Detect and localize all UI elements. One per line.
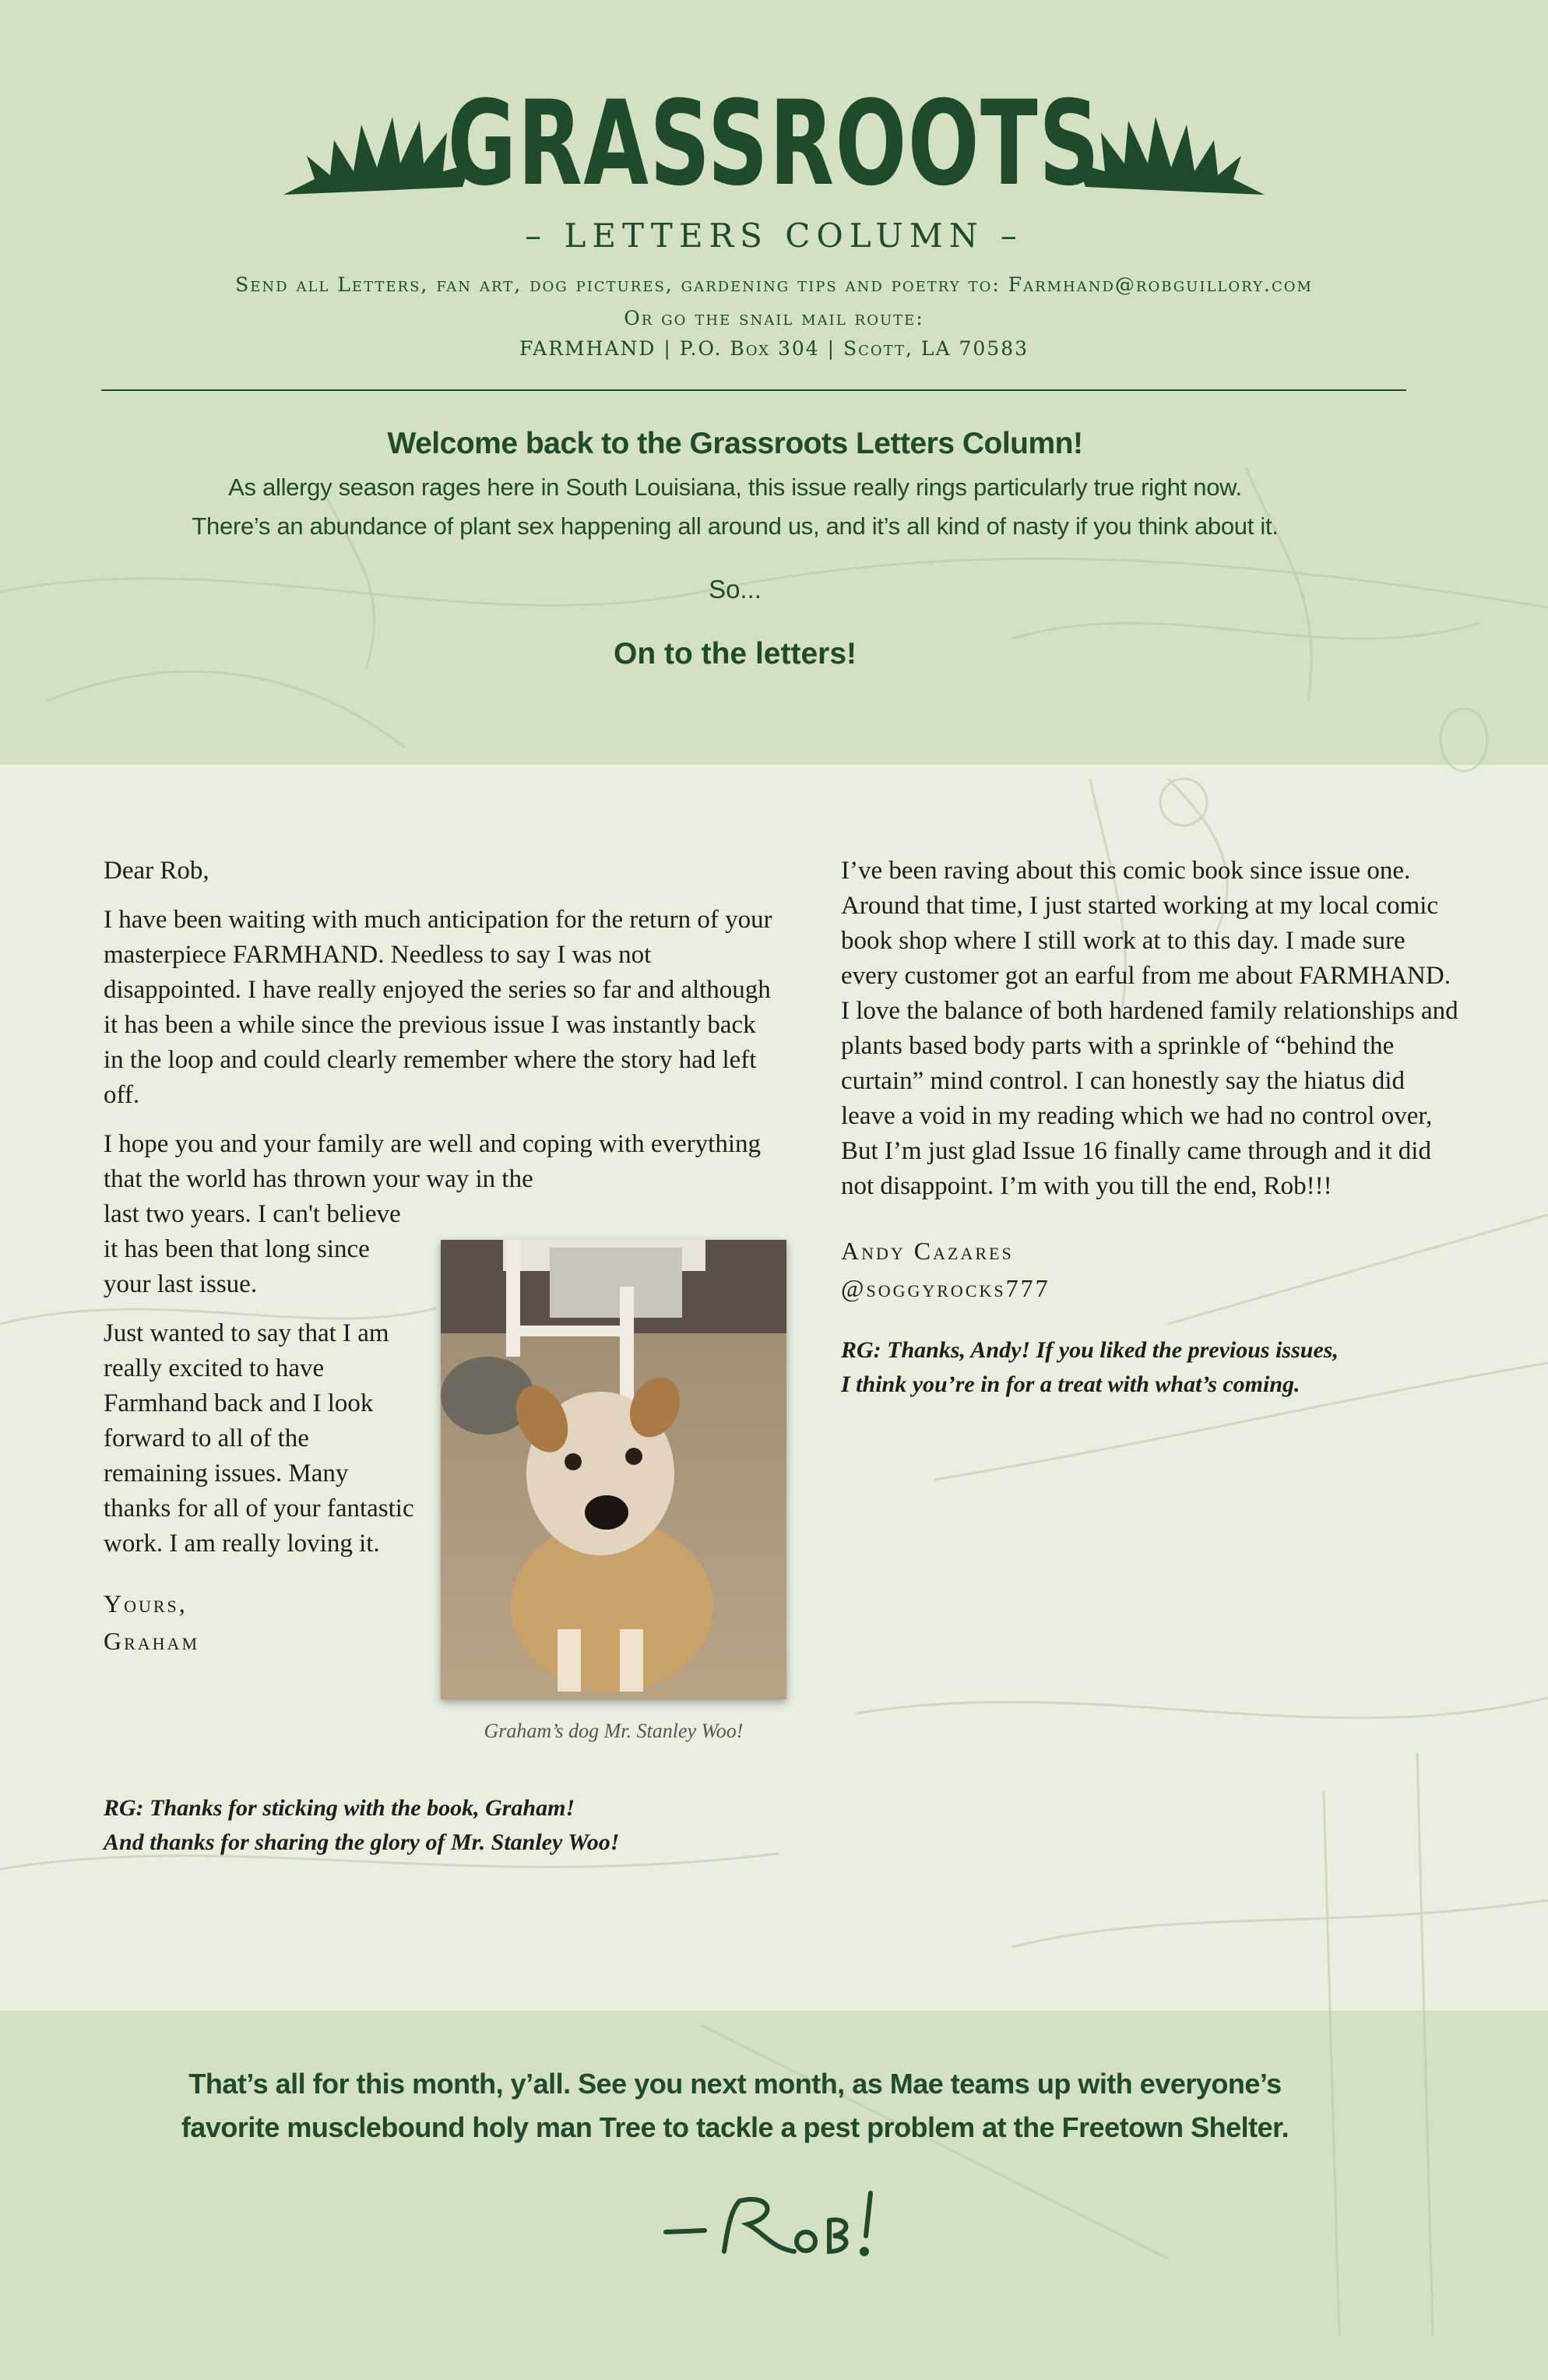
signature-scribble (662, 2178, 895, 2271)
intro-onto-letters: On to the letters! (613, 637, 857, 671)
intro-line-1: As allergy season rages here in South Louisiana, this issue really rings particularly true right now. (228, 474, 1242, 501)
dog-illustration (441, 1240, 786, 1699)
contact-email-line: Send all Letters, fan art, dog pictures, gardening tips and poetry to: Farmhand@robguillory.com (235, 273, 1313, 296)
intro-heading: Welcome back to the Grassroots Letters Column! (387, 427, 1083, 460)
signoff-handle: @soggyrocks777 (841, 1274, 1050, 1302)
divider (101, 389, 1406, 391)
signoff-name: Graham (104, 1627, 200, 1655)
masthead (0, 78, 1548, 360)
outro (0, 2062, 1470, 2149)
letter-paragraph: I hope you and your family are well and coping with everything that the world has thrown your way in the (104, 1130, 762, 1193)
reply-line: RG: Thanks, Andy! If you liked the previous issues, (841, 1337, 1339, 1363)
letter-body: I’ve been raving about this comic book since issue one. Around that time, I just started working at my local comic book shop where I still work at to this day. I made sure every customer got an earful from me about FARMHAND. I love the balance of both hardened family relationships and plants based body parts with a sprinkle of “behind the curtain” mind control. I can honestly say the hiatus did leave a void in my reading which we had no control over, But I’m just glad Issue 16 finally came through and it did not disappoint. I’m with you till the end, Rob!!! (841, 857, 1458, 1200)
letter-paragraph: Just wanted to say that I am really excited to have Farmhand back and I look forward to all of the remaining issues. Many thanks for all of your fantastic work. I am really loving it. (104, 1319, 414, 1558)
signature (662, 2178, 895, 2271)
grass-right-icon (1070, 109, 1265, 195)
letter-paragraph: last two years. I can't believe it has been that long since your last issue. (104, 1200, 401, 1298)
reply-line: I think you’re in for a treat with what’s coming. (841, 1371, 1300, 1397)
letter-greeting: Dear Rob, (104, 857, 209, 885)
reply-graham (104, 1791, 882, 1860)
mailing-address: FARMHAND | P.O. Box 304 | Scott, LA 70583 (519, 337, 1029, 360)
signoff-closing: Yours, (104, 1590, 188, 1618)
signoff-name: Andy Cazares (841, 1237, 1014, 1265)
letter-andy (841, 854, 1464, 1402)
reply-line: RG: Thanks for sticking with the book, Graham! (104, 1795, 575, 1821)
outro-line-1: That’s all for this month, y’all. See you next month, as Mae teams up with everyone’s (188, 2068, 1282, 2100)
intro-line-2: There’s an abundance of plant sex happening all around us, and it’s all kind of nasty if you think about it. (192, 512, 1279, 540)
snail-mail-line: Or go the snail mail route: (624, 307, 924, 329)
photo-caption: Graham’s dog Mr. Stanley Woo! (484, 1720, 744, 1742)
logo-title: GRASSROOTS (447, 76, 1101, 212)
letter-signoff (841, 1232, 1464, 1307)
letter-paragraph: I have been waiting with much anticipation for the return of your masterpiece FARMHAND. Needless to say I was not disappointed. I have really enjoyed the series so far and although it has been a while since the previous issue I was instantly back in the loop and could clearly remember where the story had left off. (104, 906, 772, 1109)
intro-so: So... (709, 575, 762, 604)
dog-photo (441, 1240, 786, 1699)
reply-andy (841, 1333, 1464, 1402)
outro-line-2: favorite musclebound holy man Tree to tackle a pest problem at the Freetown Shelter. (181, 2111, 1289, 2143)
reply-line: And thanks for sharing the glory of Mr. Stanley Woo! (104, 1829, 620, 1855)
logo (268, 78, 1280, 210)
letters-column-subtitle: – LETTERS COLUMN – (525, 217, 1023, 255)
intro (0, 427, 1470, 671)
